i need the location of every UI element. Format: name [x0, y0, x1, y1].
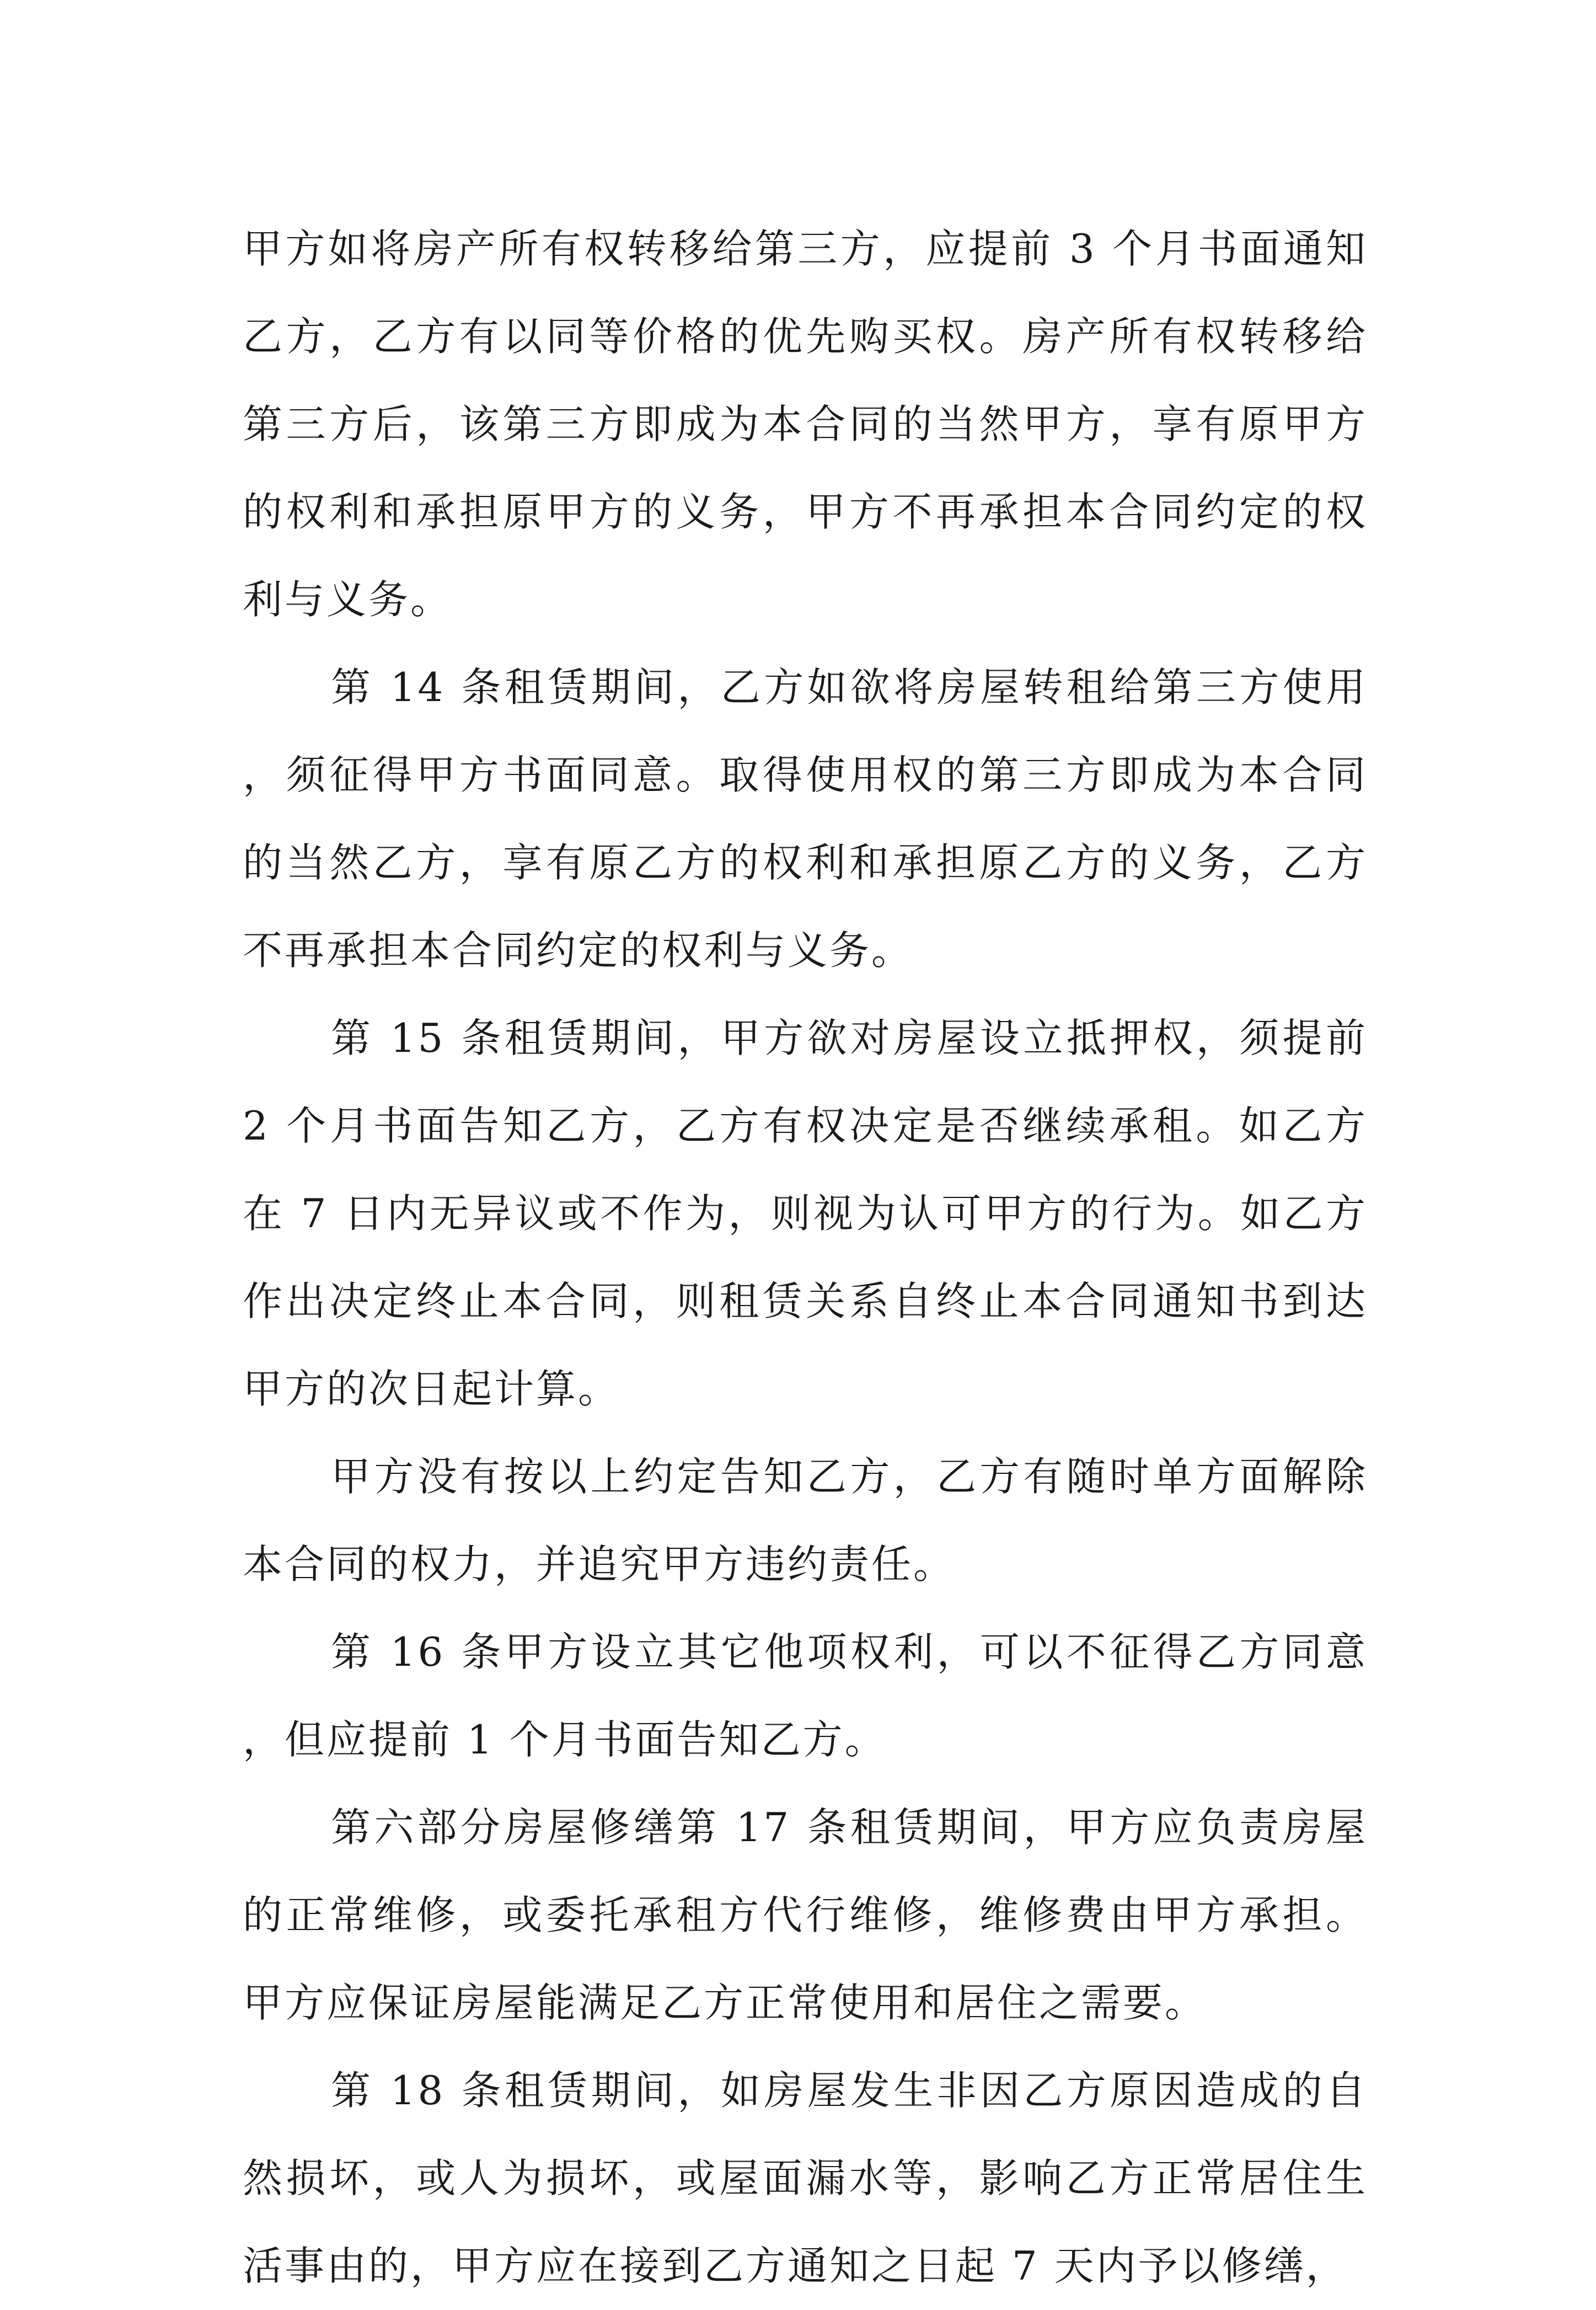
paragraph-article-14: 第 14 条租赁期间，乙方如欲将房屋转租给第三方使用，须征得甲方书面同意。取得使用权的第三方即成为本合同的当然乙方，享有原乙方的权利和承担原乙方的义务，乙方不再承担本合同约定的权利与义务。: [243, 664, 1368, 974]
paragraph-notice-failure: 甲方没有按以上约定告知乙方，乙方有随时单方面解除本合同的权力，并追究甲方违约责任。: [243, 1453, 1368, 1587]
paragraph-article-17: 第六部分房屋修缮第 17 条租赁期间，甲方应负责房屋的正常维修，或委托承租方代行维修，维修费由甲方承担。甲方应保证房屋能满足乙方正常使用和居住之需要。: [243, 1804, 1368, 2026]
paragraph-property-transfer: 甲方如将房产所有权转移给第三方，应提前 3 个月书面通知乙方，乙方有以同等价格的优先购买权。房产所有权转移给第三方后，该第三方即成为本合同的当然甲方，享有原甲方的权利和承担原甲方的义务，甲方不再承担本合同约定的权利与义务。: [243, 226, 1368, 623]
paragraph-article-18: 第 18 条租赁期间，如房屋发生非因乙方原因造成的自然损坏，或人为损坏，或屋面漏水等，影响乙方正常居住生活事由的，甲方应在接到乙方通知之日起 7 天内予以修缮，: [243, 2067, 1368, 2289]
paragraph-article-16: 第 16 条甲方设立其它他项权利，可以不征得乙方同意，但应提前 1 个月书面告知乙方。: [243, 1629, 1368, 1763]
document-page: [243, 205, 1368, 2310]
paragraph-article-15: 第 15 条租赁期间，甲方欲对房屋设立抵押权，须提前 2 个月书面告知乙方，乙方有权决定是否继续承租。如乙方在 7 日内无异议或不作为，则视为认可甲方的行为。如乙方作出决定终止本合同，则租赁关系自终止本合同通知书到达甲方的次日起计算。: [243, 1015, 1368, 1412]
